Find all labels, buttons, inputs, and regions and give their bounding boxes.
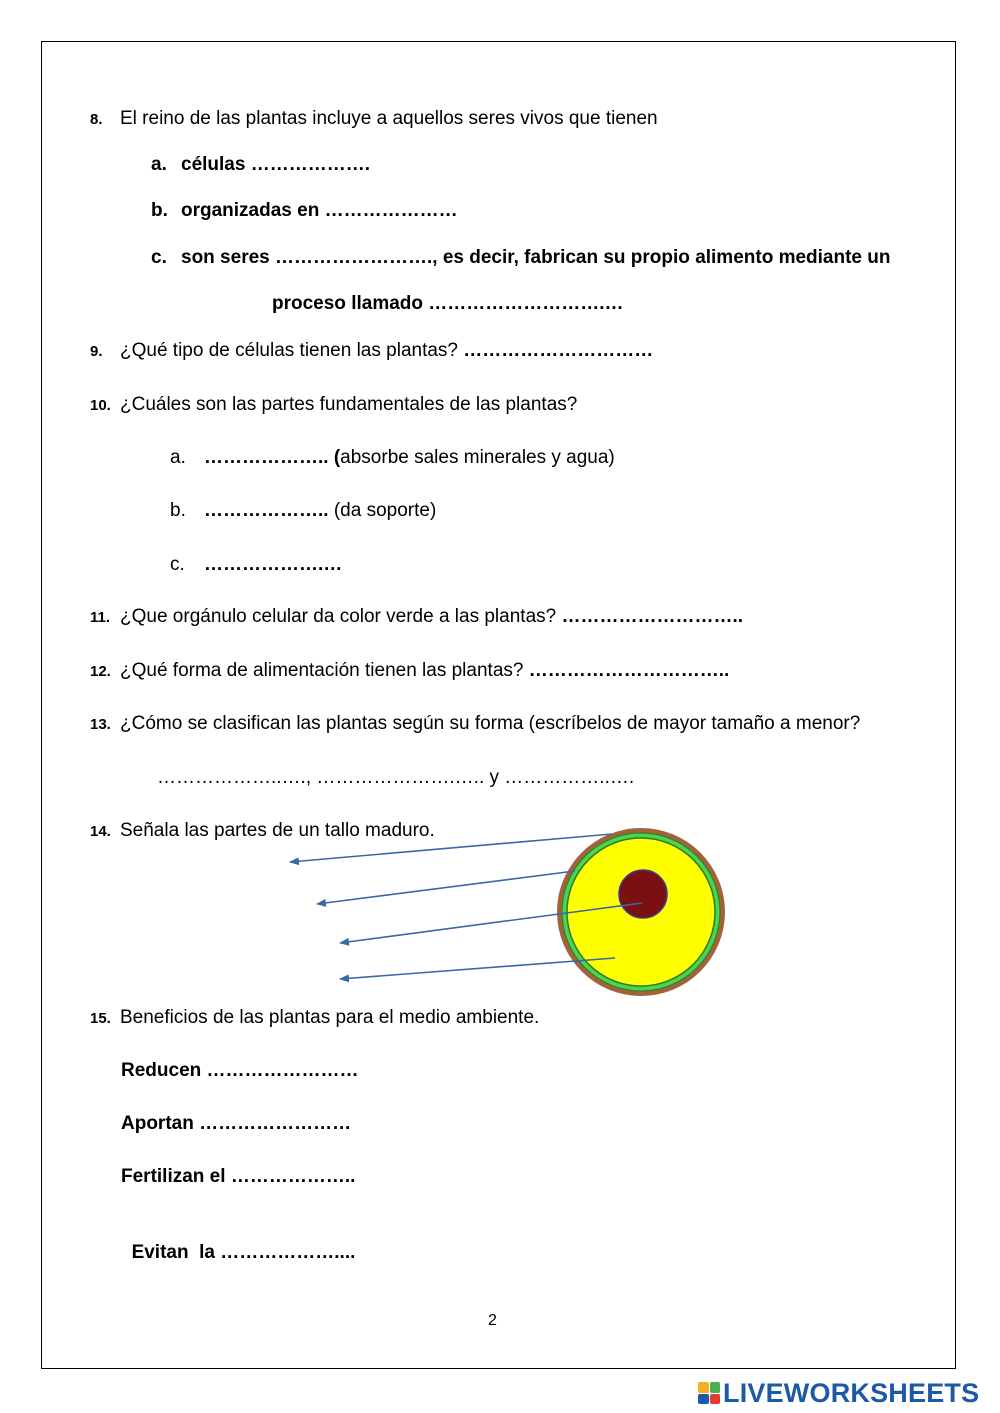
q10-item-c: c. ……………….… — [170, 554, 343, 575]
answer-blank[interactable]: ……………….... — [220, 1242, 356, 1263]
q8-item-b[interactable]: b. organizadas en ………………… — [151, 200, 458, 221]
q10-item-a: a. ……………….. (absorbe sales minerales y agua) — [170, 447, 615, 468]
question-number: 8. — [90, 111, 103, 128]
answer-blank[interactable]: …………………… — [199, 1113, 352, 1134]
question-14: 14. Señala las partes de un tallo maduro. — [90, 820, 435, 841]
question-13: 13. ¿Cómo se clasifican las plantas según su forma (escríbelos de mayor tamaño a menor? — [90, 713, 861, 734]
q13-answer-line[interactable]: ………………..…., ………………….….. y ……………..…. — [157, 767, 635, 788]
question-10: 10. ¿Cuáles son las partes fundamentales de las plantas? — [90, 394, 578, 415]
liveworksheets-watermark[interactable] — [698, 1378, 979, 1408]
answer-blank[interactable]: ……………….. — [230, 1166, 356, 1187]
question-12: 12. ¿Qué forma de alimentación tienen las plantas? ………………………….. — [90, 660, 730, 681]
q15-item-evitan[interactable]: Evitan la ……………….... — [131, 1242, 356, 1263]
answer-blank[interactable]: ……………….. — [204, 500, 329, 521]
answer-blank[interactable]: ……………….. ( — [204, 447, 341, 468]
page-number: 2 — [488, 1312, 497, 1329]
q8-continuation[interactable]: proceso llamado ……………………….… — [272, 293, 624, 314]
pointer-arrow-2[interactable] — [317, 871, 575, 904]
q10-item-b: b. ……………….. (da soporte) — [170, 500, 437, 521]
question-11: 11. ¿Que orgánulo celular da color verde a las plantas? ……………………….. — [90, 606, 744, 627]
q15-item-reducen[interactable]: Reducen …………………… — [121, 1060, 359, 1081]
question-text: El reino de las plantas incluye a aquellos seres vivos que tienen — [120, 108, 658, 129]
pointer-arrow-1[interactable] — [290, 834, 612, 862]
answer-blank[interactable]: …………………… — [206, 1060, 359, 1081]
answer-blank[interactable]: ……………….… — [204, 554, 343, 575]
pith-core — [619, 870, 667, 918]
q15-item-fertilizan[interactable]: Fertilizan el ……………….. — [121, 1166, 356, 1187]
answer-blank[interactable]: ………………………… — [463, 340, 654, 361]
answer-blank[interactable]: ……………………….. — [561, 606, 744, 627]
pointer-arrow-4[interactable] — [340, 958, 615, 979]
q15-item-aportan[interactable]: Aportan …………………… — [121, 1113, 352, 1134]
answer-blank[interactable]: ………………………….. — [528, 660, 730, 681]
question-9: 9. ¿Qué tipo de células tienen las plantas? ………………………… — [90, 340, 654, 361]
liveworksheets-logo-icon — [698, 1382, 720, 1404]
q8-item-a[interactable]: a. células ………………. — [151, 154, 370, 175]
question-15: 15. Beneficios de las plantas para el medio ambiente. — [90, 1007, 540, 1028]
q8-item-c[interactable]: c. son seres ……………………., es decir, fabrican su propio alimento mediante un — [151, 247, 891, 268]
brand-name: LIVEWORKSHEETS — [723, 1377, 980, 1408]
